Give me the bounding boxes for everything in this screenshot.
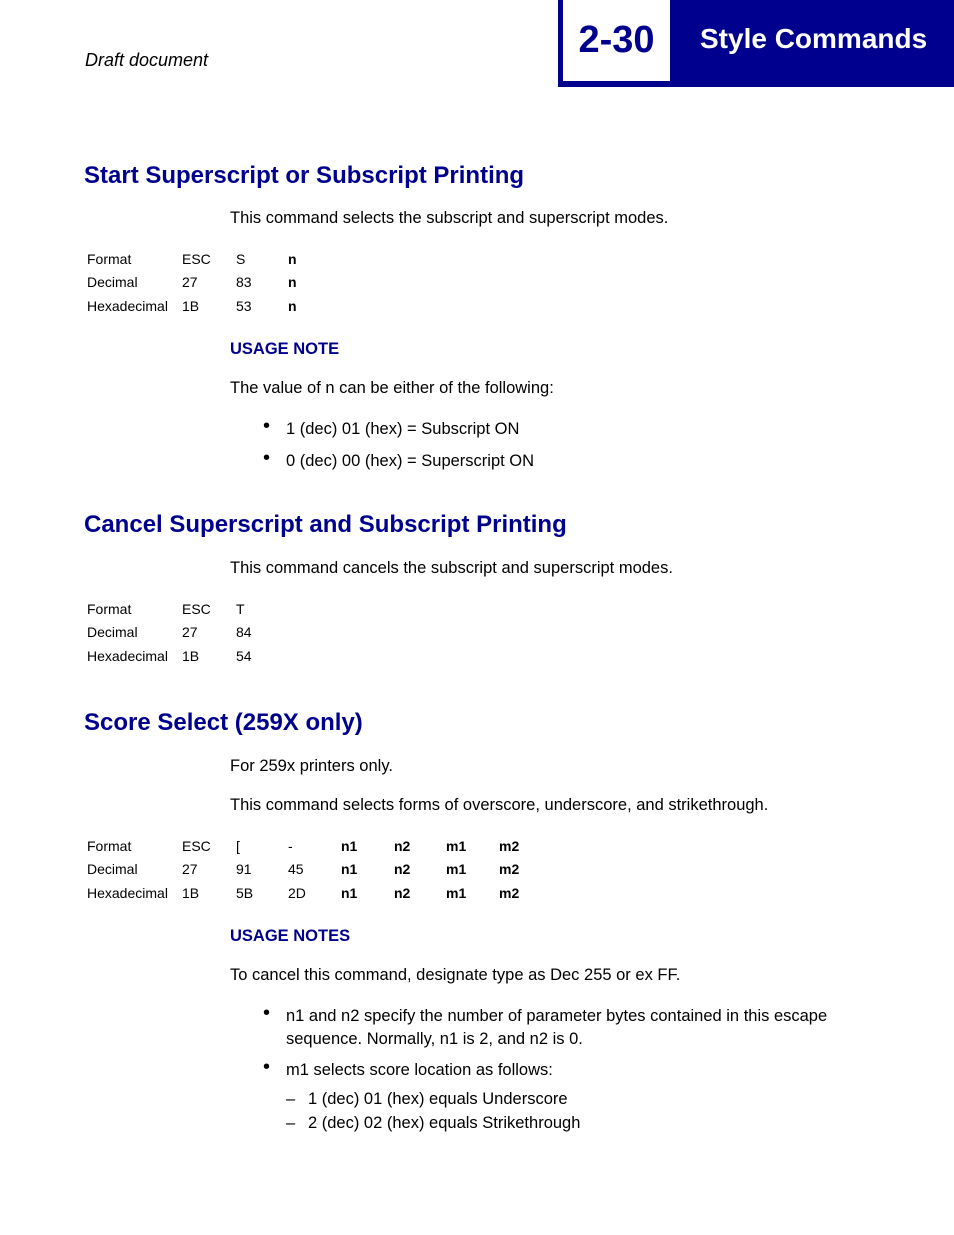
table-cell: m1 bbox=[446, 838, 467, 854]
table-cell: n2 bbox=[394, 838, 411, 854]
table-cell: 5B bbox=[236, 884, 254, 901]
dash-icon: – bbox=[286, 1114, 296, 1132]
usage-note-heading: USAGE NOTE bbox=[230, 340, 340, 358]
table-cell: 27 bbox=[182, 861, 198, 878]
table-cell: 2D bbox=[288, 884, 306, 901]
table-cell: 27 bbox=[182, 624, 198, 641]
table-cell: Decimal bbox=[87, 624, 138, 641]
draft-label: Draft document bbox=[85, 50, 209, 70]
section-title: Score Select (259X only) bbox=[84, 709, 363, 736]
table-cell: 1B bbox=[182, 647, 200, 664]
table-cell: [ bbox=[236, 838, 240, 854]
table-cell: ESC bbox=[182, 601, 211, 617]
table-cell: Hexadecimal bbox=[87, 884, 168, 901]
table-cell: n1 bbox=[341, 861, 358, 878]
table-cell: m2 bbox=[499, 838, 520, 854]
bullet-icon: • bbox=[263, 415, 271, 437]
usage-intro: The value of n can be either of the following: bbox=[230, 379, 554, 397]
table-cell: S bbox=[236, 251, 246, 267]
table-cell: m1 bbox=[446, 884, 467, 901]
sub-list-item-text: 1 (dec) 01 (hex) equals Underscore bbox=[308, 1090, 568, 1108]
table-cell: n2 bbox=[394, 884, 411, 901]
table-cell: Format bbox=[87, 601, 132, 617]
table-cell: 53 bbox=[236, 297, 252, 314]
table-cell: T bbox=[236, 601, 245, 617]
list-item-text: 1 (dec) 01 (hex) = Subscript ON bbox=[286, 420, 520, 438]
list-item-text: m1 selects score location as follows: bbox=[286, 1061, 553, 1079]
table-cell: Hexadecimal bbox=[87, 647, 168, 664]
table-cell: m2 bbox=[499, 884, 520, 901]
chapter-title: Style Commands bbox=[700, 23, 928, 54]
table-cell: n1 bbox=[341, 884, 358, 901]
table-cell: 91 bbox=[236, 861, 252, 878]
table-cell: 1B bbox=[182, 884, 200, 901]
table-cell: Format bbox=[87, 251, 132, 267]
bullet-icon: • bbox=[263, 1056, 271, 1078]
table-cell: Decimal bbox=[87, 274, 138, 291]
table-cell: n2 bbox=[394, 861, 411, 878]
section-note: For 259x printers only. bbox=[230, 757, 393, 775]
page-number: 2-30 bbox=[563, 0, 670, 81]
usage-intro: To cancel this command, designate type as Dec 255 or ex FF. bbox=[230, 966, 681, 984]
table-cell: Decimal bbox=[87, 861, 138, 878]
table-cell: 27 bbox=[182, 274, 198, 291]
table-cell: n bbox=[288, 251, 297, 267]
table-cell: 1B bbox=[182, 297, 200, 314]
table-cell: 84 bbox=[236, 624, 252, 641]
table-cell: 54 bbox=[236, 647, 252, 664]
table-cell: 83 bbox=[236, 274, 252, 291]
table-cell: Hexadecimal bbox=[87, 297, 168, 314]
bullet-icon: • bbox=[263, 447, 271, 469]
table-cell: n1 bbox=[341, 838, 358, 854]
sub-list-item-text: 2 (dec) 02 (hex) equals Strikethrough bbox=[308, 1114, 581, 1132]
section-title: Cancel Superscript and Subscript Printing bbox=[84, 511, 567, 538]
list-item-text: n1 and n2 specify the number of parameter bytes contained in this escape sequence. Normally, n1 is 2, and n2 is 0. bbox=[286, 1007, 828, 1048]
section-title: Start Superscript or Subscript Printing bbox=[84, 162, 525, 189]
section-description: This command cancels the subscript and superscript modes. bbox=[230, 559, 673, 577]
table-cell: m2 bbox=[499, 861, 520, 878]
section-description: This command selects the subscript and superscript modes. bbox=[230, 209, 669, 227]
table-cell: n bbox=[288, 297, 297, 314]
dash-icon: – bbox=[286, 1090, 296, 1108]
table-cell: ESC bbox=[182, 251, 211, 267]
table-cell: - bbox=[288, 838, 293, 854]
table-cell: ESC bbox=[182, 838, 211, 854]
list-item-text: 0 (dec) 00 (hex) = Superscript ON bbox=[286, 452, 535, 470]
bullet-icon: • bbox=[263, 1002, 271, 1024]
table-cell: 45 bbox=[288, 861, 304, 878]
table-cell: Format bbox=[87, 838, 132, 854]
usage-notes-heading: USAGE NOTES bbox=[230, 927, 351, 945]
table-cell: n bbox=[288, 274, 297, 291]
table-cell: m1 bbox=[446, 861, 467, 878]
section-description: This command selects forms of overscore, underscore, and strikethrough. bbox=[230, 796, 769, 814]
